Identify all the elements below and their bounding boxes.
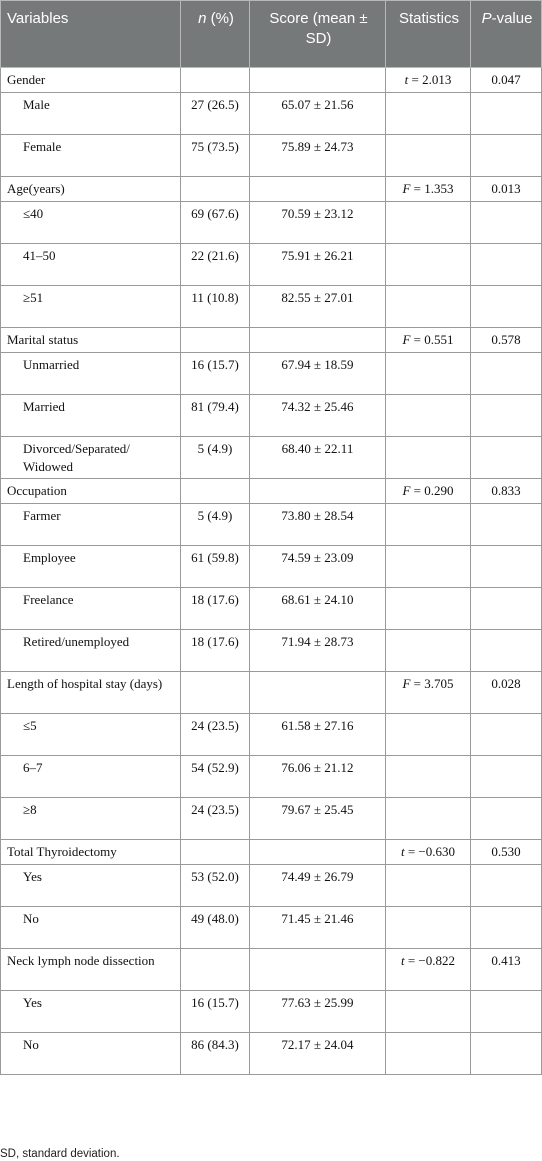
table-row (1, 907, 542, 949)
item-label: ≤40 (1, 202, 181, 244)
table-row (1, 286, 542, 328)
header-score: Score (mean ± SD) (250, 1, 386, 68)
empty-cell (250, 840, 386, 865)
score-cell: 70.59 ± 23.12 (250, 202, 386, 244)
table-group-row (1, 177, 542, 202)
statistic-cell (386, 177, 471, 202)
empty-cell (386, 588, 471, 630)
statistic-cell (386, 840, 471, 865)
header-p-value (471, 1, 542, 68)
p-value-cell: 0.578 (471, 328, 542, 353)
table-group-row (1, 328, 542, 353)
score-cell: 68.40 ± 22.11 (250, 437, 386, 479)
empty-cell (471, 991, 542, 1033)
empty-cell (386, 395, 471, 437)
table-row (1, 437, 542, 479)
n-percent-cell: 5 (4.9) (181, 504, 250, 546)
table-row (1, 714, 542, 756)
empty-cell (181, 840, 250, 865)
n-percent-cell: 53 (52.0) (181, 865, 250, 907)
statistic-cell (386, 949, 471, 991)
empty-cell (386, 504, 471, 546)
item-label: Female (1, 135, 181, 177)
n-percent-cell: 24 (23.5) (181, 714, 250, 756)
n-percent-cell: 16 (15.7) (181, 353, 250, 395)
score-cell: 75.91 ± 26.21 (250, 244, 386, 286)
n-percent-cell: 75 (73.5) (181, 135, 250, 177)
group-label: Total Thyroidectomy (1, 840, 181, 865)
statistic-symbol: F (402, 676, 411, 691)
empty-cell (181, 949, 250, 991)
n-percent-cell: 86 (84.3) (181, 1033, 250, 1075)
score-cell: 71.45 ± 21.46 (250, 907, 386, 949)
empty-cell (471, 93, 542, 135)
empty-cell (250, 177, 386, 202)
empty-cell (386, 630, 471, 672)
p-value-cell: 0.013 (471, 177, 542, 202)
table-group-row (1, 840, 542, 865)
group-label: Marital status (1, 328, 181, 353)
item-label: Retired/unemployed (1, 630, 181, 672)
empty-cell (386, 202, 471, 244)
header-variables: Variables (1, 1, 181, 68)
table-row (1, 630, 542, 672)
empty-cell (471, 437, 542, 479)
n-percent-cell: 18 (17.6) (181, 588, 250, 630)
score-cell: 73.80 ± 28.54 (250, 504, 386, 546)
n-percent-cell: 16 (15.7) (181, 991, 250, 1033)
empty-cell (386, 798, 471, 840)
statistic-symbol: F (402, 483, 411, 498)
n-percent-cell: 18 (17.6) (181, 630, 250, 672)
table-footnote: SD, standard deviation. (0, 1148, 120, 1160)
item-label: Male (1, 93, 181, 135)
empty-cell (471, 588, 542, 630)
table-row (1, 202, 542, 244)
empty-cell (386, 991, 471, 1033)
empty-cell (471, 395, 542, 437)
score-cell: 61.58 ± 27.16 (250, 714, 386, 756)
empty-cell (471, 1033, 542, 1075)
score-cell: 65.07 ± 21.56 (250, 93, 386, 135)
statistic-value: = 1.353 (410, 181, 454, 196)
item-label: No (1, 1033, 181, 1075)
table-group-row (1, 672, 542, 714)
table-header-row (1, 1, 542, 68)
statistic-value: = 2.013 (408, 72, 452, 87)
header-n-percent (181, 1, 250, 68)
header-n-rest: (%) (206, 10, 234, 27)
statistic-cell (386, 479, 471, 504)
statistic-value: = 0.551 (410, 332, 454, 347)
score-cell: 67.94 ± 18.59 (250, 353, 386, 395)
table-row (1, 1033, 542, 1075)
item-label: ≥8 (1, 798, 181, 840)
item-label: 41–50 (1, 244, 181, 286)
score-cell: 76.06 ± 21.12 (250, 756, 386, 798)
empty-cell (386, 1033, 471, 1075)
statistic-value: = −0.822 (404, 953, 456, 968)
table-row (1, 395, 542, 437)
statistic-cell (386, 672, 471, 714)
item-label: ≤5 (1, 714, 181, 756)
empty-cell (250, 479, 386, 504)
n-percent-cell: 27 (26.5) (181, 93, 250, 135)
empty-cell (471, 244, 542, 286)
empty-cell (181, 672, 250, 714)
empty-cell (181, 328, 250, 353)
n-percent-cell: 5 (4.9) (181, 437, 250, 479)
item-label: Married (1, 395, 181, 437)
empty-cell (471, 504, 542, 546)
empty-cell (181, 68, 250, 93)
statistic-value: = 0.290 (410, 483, 454, 498)
empty-cell (386, 714, 471, 756)
score-cell: 74.49 ± 26.79 (250, 865, 386, 907)
header-p-symbol: P (481, 10, 492, 27)
statistic-symbol: F (402, 181, 411, 196)
empty-cell (386, 244, 471, 286)
table-row (1, 504, 542, 546)
score-cell: 74.32 ± 25.46 (250, 395, 386, 437)
table-row (1, 756, 542, 798)
table-row (1, 798, 542, 840)
empty-cell (386, 437, 471, 479)
score-cell: 79.67 ± 25.45 (250, 798, 386, 840)
table-row (1, 991, 542, 1033)
n-percent-cell: 61 (59.8) (181, 546, 250, 588)
empty-cell (386, 756, 471, 798)
statistic-symbol: t (400, 844, 405, 859)
empty-cell (250, 672, 386, 714)
statistic-cell (386, 68, 471, 93)
n-percent-cell: 49 (48.0) (181, 907, 250, 949)
empty-cell (181, 177, 250, 202)
n-percent-cell: 22 (21.6) (181, 244, 250, 286)
table-group-row (1, 68, 542, 93)
empty-cell (386, 135, 471, 177)
table-row (1, 93, 542, 135)
p-value-cell: 0.028 (471, 672, 542, 714)
empty-cell (471, 714, 542, 756)
p-value-cell: 0.833 (471, 479, 542, 504)
score-cell: 71.94 ± 28.73 (250, 630, 386, 672)
empty-cell (471, 546, 542, 588)
item-label: Unmarried (1, 353, 181, 395)
header-statistics: Statistics (386, 1, 471, 68)
table-group-row (1, 479, 542, 504)
score-cell: 82.55 ± 27.01 (250, 286, 386, 328)
empty-cell (386, 93, 471, 135)
table-row (1, 865, 542, 907)
item-label: Employee (1, 546, 181, 588)
item-label: 6–7 (1, 756, 181, 798)
empty-cell (250, 68, 386, 93)
item-label: Yes (1, 991, 181, 1033)
empty-cell (386, 286, 471, 328)
item-label: Divorced/Separated/ Widowed (1, 437, 181, 479)
table-row (1, 135, 542, 177)
n-percent-cell: 11 (10.8) (181, 286, 250, 328)
empty-cell (386, 907, 471, 949)
empty-cell (471, 907, 542, 949)
item-label: No (1, 907, 181, 949)
statistic-symbol: F (402, 332, 411, 347)
empty-cell (250, 328, 386, 353)
item-label: Freelance (1, 588, 181, 630)
group-label: Neck lymph node dissection (1, 949, 181, 991)
header-p-rest: -value (491, 10, 533, 27)
empty-cell (386, 353, 471, 395)
empty-cell (386, 546, 471, 588)
score-cell: 68.61 ± 24.10 (250, 588, 386, 630)
p-value-cell: 0.413 (471, 949, 542, 991)
statistic-symbol: t (400, 953, 405, 968)
empty-cell (471, 798, 542, 840)
score-cell: 74.59 ± 23.09 (250, 546, 386, 588)
empty-cell (471, 756, 542, 798)
empty-cell (181, 479, 250, 504)
empty-cell (471, 135, 542, 177)
score-cell: 75.89 ± 24.73 (250, 135, 386, 177)
empty-cell (386, 865, 471, 907)
empty-cell (471, 865, 542, 907)
table-row (1, 244, 542, 286)
item-label: Yes (1, 865, 181, 907)
header-n-symbol: n (198, 10, 207, 27)
group-label: Occupation (1, 479, 181, 504)
item-label: Farmer (1, 504, 181, 546)
item-label: ≥51 (1, 286, 181, 328)
p-value-cell: 0.530 (471, 840, 542, 865)
score-cell: 72.17 ± 24.04 (250, 1033, 386, 1075)
statistic-value: = −0.630 (404, 844, 456, 859)
statistic-value: = 3.705 (410, 676, 454, 691)
table-row (1, 588, 542, 630)
group-label: Length of hospital stay (days) (1, 672, 181, 714)
n-percent-cell: 24 (23.5) (181, 798, 250, 840)
score-cell: 77.63 ± 25.99 (250, 991, 386, 1033)
empty-cell (471, 353, 542, 395)
group-label: Age(years) (1, 177, 181, 202)
empty-cell (471, 202, 542, 244)
table-body (1, 68, 542, 1075)
table-row (1, 353, 542, 395)
empty-cell (471, 630, 542, 672)
n-percent-cell: 69 (67.6) (181, 202, 250, 244)
statistic-symbol: t (404, 72, 409, 87)
statistic-cell (386, 328, 471, 353)
empty-cell (471, 286, 542, 328)
n-percent-cell: 54 (52.9) (181, 756, 250, 798)
table-group-row (1, 949, 542, 991)
table-row (1, 546, 542, 588)
p-value-cell: 0.047 (471, 68, 542, 93)
group-label: Gender (1, 68, 181, 93)
n-percent-cell: 81 (79.4) (181, 395, 250, 437)
empty-cell (250, 949, 386, 991)
